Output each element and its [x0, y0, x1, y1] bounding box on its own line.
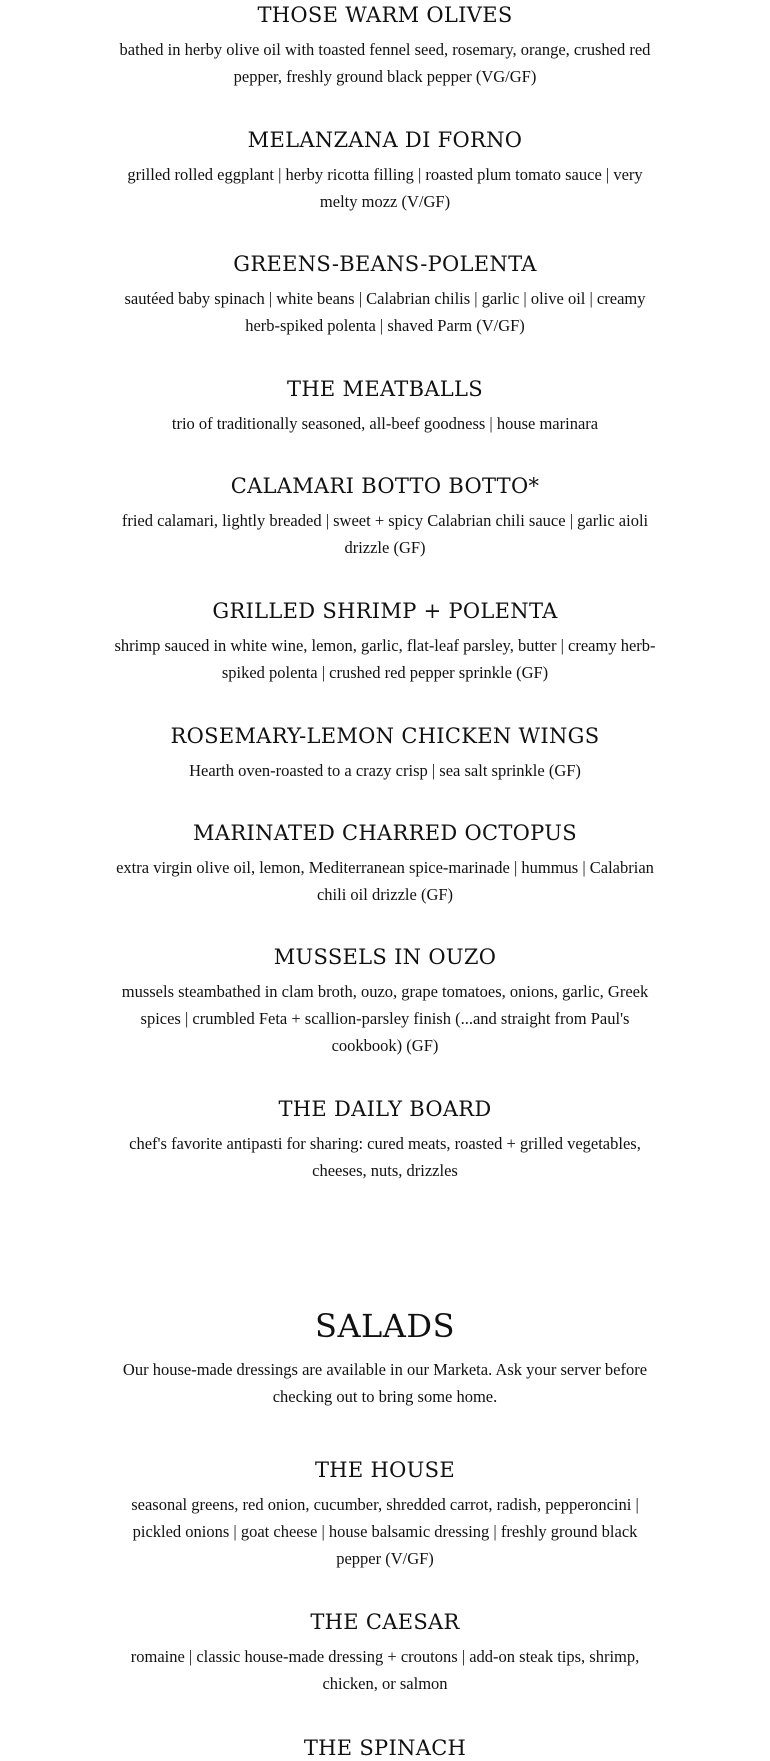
menu-item-description: seasonal greens, red onion, cucumber, shredded carrot, radish, pepperoncini | pickled onions | goat cheese | house balsamic dressing | freshly ground black pepper (V/GF)	[131, 1495, 639, 1568]
menu-item-name: THE HOUSE	[315, 1458, 455, 1482]
menu-item-name: THE DAILY BOARD	[278, 1097, 492, 1121]
menu-item-description: trio of traditionally seasoned, all-beef goodness | house marinara	[171, 414, 599, 433]
menu-item-description: mussels steambathed in clam broth, ouzo, grape tomatoes, onions, garlic, Greek spices | crumbled Feta + scallion-parsley finish (...and straight from Paul's cookbook) (GF)	[121, 982, 649, 1055]
menu-item-name: MELANZANA DI FORNO	[247, 128, 523, 152]
menu-item-name: MUSSELS IN OUZO	[273, 945, 497, 969]
menu-item	[110, 1735, 660, 1761]
menu-item-description: shrimp sauced in white wine, lemon, garlic, flat-leaf parsley, butter | creamy herb-spiked polenta | crushed red pepper sprinkle (GF)	[114, 636, 656, 682]
menu-item-name: GRILLED SHRIMP + POLENTA	[212, 599, 558, 623]
menu-item-name: THOSE WARM OLIVES	[257, 3, 513, 27]
salads-section-header	[110, 1306, 660, 1410]
menu-item-name: THE SPINACH	[303, 1736, 467, 1760]
menu-item-name: CALAMARI BOTTO BOTTO*	[230, 474, 540, 498]
menu-item	[110, 376, 660, 437]
menu-item-name: MARINATED CHARRED OCTOPUS	[193, 821, 577, 845]
menu-item	[110, 723, 660, 784]
menu-item	[110, 598, 660, 686]
menu-item-name: THE MEATBALLS	[287, 377, 483, 401]
section-title: SALADS	[315, 1307, 455, 1345]
menu-item-description: Hearth oven-roasted to a crazy crisp | sea salt sprinkle (GF)	[189, 761, 581, 780]
menu-item-name: THE CAESAR	[310, 1610, 460, 1634]
menu-item-description: chef's favorite antipasti for sharing: cured meats, roasted + grilled vegetables, cheeses, nuts, drizzles	[129, 1134, 641, 1180]
menu-item	[110, 1457, 660, 1572]
menu-item-description: bathed in herby olive oil with toasted fennel seed, rosemary, orange, crushed red pepper, freshly ground black pepper (VG/GF)	[119, 40, 651, 86]
menu-item	[110, 820, 660, 908]
menu-item	[110, 473, 660, 561]
menu-item-name: GREENS-BEANS-POLENTA	[233, 252, 537, 276]
menu-item-description: extra virgin olive oil, lemon, Mediterranean spice-marinade | hummus | Calabrian chili oil drizzle (GF)	[116, 858, 654, 904]
section-note: Our house-made dressings are available in our Marketa. Ask your server before checking out to bring some home.	[122, 1360, 648, 1406]
menu-item-description: fried calamari, lightly breaded | sweet + spicy Calabrian chili sauce | garlic aioli drizzle (GF)	[121, 511, 649, 557]
menu-item-description: grilled rolled eggplant | herby ricotta filling | roasted plum tomato sauce | very melty mozz (V/GF)	[127, 165, 643, 211]
menu-item	[110, 251, 660, 339]
menu-item	[110, 1096, 660, 1184]
menu-item-description: romaine | classic house-made dressing + croutons | add-on steak tips, shrimp, chicken, or salmon	[130, 1647, 640, 1693]
menu-item-name: ROSEMARY-LEMON CHICKEN WINGS	[170, 724, 600, 748]
menu-item-description: sautéed baby spinach | white beans | Calabrian chilis | garlic | olive oil | creamy herb-spiked polenta | shaved Parm (V/GF)	[124, 289, 646, 335]
menu-item	[110, 944, 660, 1059]
menu-item	[110, 2, 660, 90]
menu-item	[110, 1609, 660, 1697]
menu-item	[110, 127, 660, 215]
